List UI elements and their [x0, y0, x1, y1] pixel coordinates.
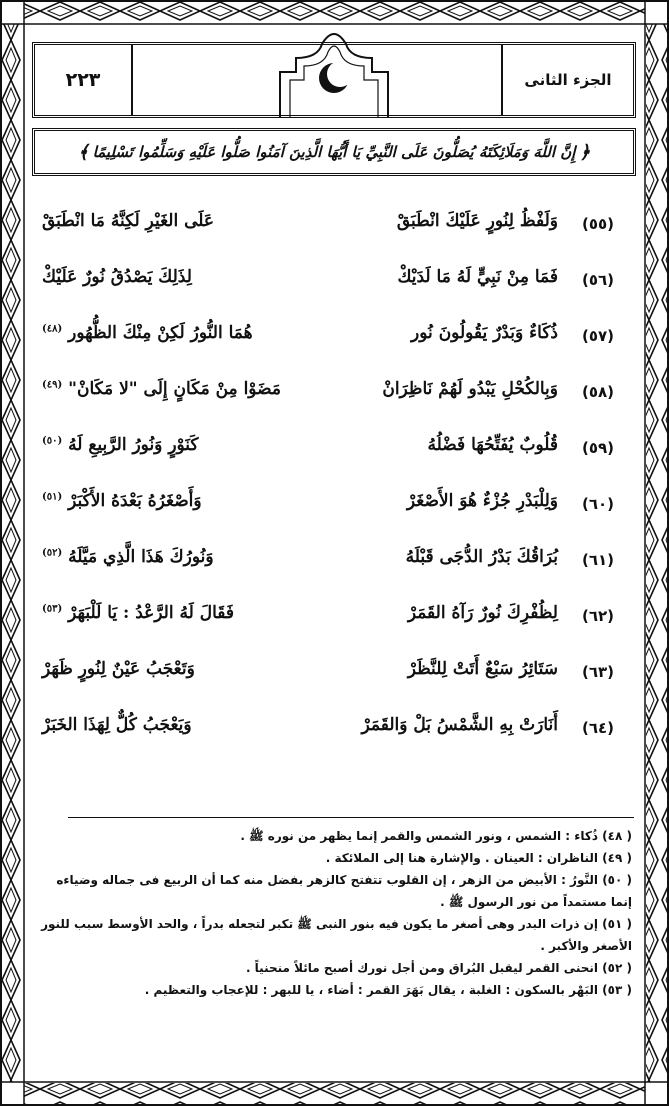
footnote-48: ( ٤٨) ذُكاء : الشمس ، ونور الشمس والقمر إنما يظهر من نوره ﷺ .	[240, 829, 632, 843]
footnote-53: ( ٥٣) البَهْر بالسكون : الغلبة ، يقال بَهَرَ القمر : أضاء ، يا للبهر : للإعجاب والتعظيم .	[144, 983, 632, 997]
footnote-ref: (٥٢)	[42, 547, 63, 559]
page-header	[32, 42, 636, 118]
line-number: (٦٣)	[581, 663, 615, 681]
hemistich-text: فَقَالَ لَهُ الرَّعْدُ : يَا لَلْبَهَرْ	[68, 603, 234, 623]
first-hemistich: قُلُوبٌ يُفَتِّحُهَا فَضْلُهُ	[427, 435, 558, 455]
first-hemistich: أَنَارَتْ بِهِ الشَّمْسُ بَلْ وَالقَمَرْ	[361, 715, 558, 735]
poem-line	[32, 205, 636, 245]
hemistich-text: مَضَوْا مِنْ مَكَانٍ إِلَى "لا مَكَانْ"	[68, 379, 281, 399]
verse-open-bracket: ﴿	[579, 141, 590, 163]
first-hemistich: وَلِلْبَدْرِ جُزْءٌ هُوَ الأَصْغَرْ	[406, 491, 558, 511]
first-hemistich: ذُكَاءٌ وَبَدْرٌ يَقُولُونَ نُور	[411, 323, 558, 343]
second-hemistich	[42, 715, 304, 735]
poem-line	[32, 597, 636, 637]
line-number: (٥٦)	[581, 271, 615, 289]
footnote-ref: (٥٣)	[42, 603, 63, 615]
footnote-51: ( ٥١) إن ذرات البدر وهى أصغر ما يكون فيه بنور النبى ﷺ تكبر لتجعله بدراً ، والحد الأوسط سبب للنور الأصغر والأكبر .	[41, 917, 632, 953]
second-hemistich	[42, 547, 304, 567]
hemistich-text: وَتَعْجَبُ عَيْنٌ لِنُورٍ ظَهَرْ	[42, 659, 195, 679]
hemistich-text: وَأَصْغَرُهُ بَعْدَهُ الأَكْبَرْ	[68, 491, 202, 511]
first-hemistich: فَمَا مِنْ نَبِيٍّ لَهُ مَا لَدَيْكْ	[397, 267, 558, 287]
footnote-49: ( ٤٩) الناظران : العينان . والإشارة هنا إلى الملائكة .	[325, 851, 632, 865]
line-number: (٥٧)	[581, 327, 615, 345]
line-number: (٦٤)	[581, 719, 615, 737]
footnote-ref: (٥٠)	[42, 435, 63, 447]
second-hemistich	[42, 435, 304, 455]
footnote-50: ( ٥٠) النَّورُ : الأبيض من الزهر ، إن القلوب تتفتح كالزهر بفضل منه كما أن الربيع فى جماله وضياءه إنما مستمداً من نور الرسول ﷺ .	[56, 873, 632, 909]
second-hemistich	[42, 323, 304, 343]
first-hemistich: بُرَاقُكَ بَدْرُ الدُّجَى قَبْلَهُ	[405, 547, 558, 567]
header-center	[131, 45, 503, 115]
first-hemistich: سَتَائِرُ سَبْعٌ أَتَتْ لِلنَّظَرْ	[407, 659, 558, 679]
quran-verse-text: إِنَّ اللَّهَ وَمَلَائِكَتَهُ يُصَلُّونَ عَلَى النَّبِيِّ يَا أَيُّهَا الَّذِينَ آمَنُوا صَلُّوا عَلَيْهِ وَسَلِّمُوا تَسْلِيمًا	[92, 143, 576, 161]
footnote-ref: (٥١)	[42, 491, 63, 503]
poem-line	[32, 653, 636, 693]
footnotes	[36, 825, 632, 1001]
first-hemistich: لِظُفْرِكَ نُورٌ رَآهُ القَمَرْ	[407, 603, 558, 623]
poem-line	[32, 373, 636, 413]
second-hemistich	[42, 603, 304, 623]
hemistich-text: عَلَى الغَيْرِ لَكِنَّهُ مَا انْطَبَقْ	[42, 211, 215, 231]
line-number: (٥٨)	[581, 383, 615, 401]
hemistich-text: لِذَلِكَ يَصْدُقُ نُورٌ عَلَيْكْ	[42, 267, 192, 287]
poem-line	[32, 317, 636, 357]
second-hemistich	[42, 211, 304, 231]
line-number: (٥٥)	[581, 215, 615, 233]
second-hemistich	[42, 659, 304, 679]
footnote-ref: (٤٩)	[42, 379, 63, 391]
footnote-divider	[68, 817, 634, 818]
poem-line	[32, 709, 636, 749]
poem-line	[32, 485, 636, 525]
hemistich-text: كَنَوْرٍ وَنُورُ الرَّبِيعِ لَهُ	[68, 435, 199, 455]
hemistich-text: وَنُورُكَ هَذَا الَّذِي مَيَّلَهُ	[68, 547, 214, 567]
first-hemistich: وَلَفْظُ لِنُورٍ عَلَيْكَ انْطَبَقْ	[396, 211, 558, 231]
line-number: (٦٠)	[581, 495, 615, 513]
part-title: الجزء الثانى	[501, 45, 633, 115]
verse-close-bracket: ﴾	[78, 141, 89, 163]
poem-line	[32, 261, 636, 301]
second-hemistich	[42, 267, 304, 287]
poem-line	[32, 429, 636, 469]
footnote-ref: (٤٨)	[42, 323, 63, 335]
page-number: ٢٢٣	[35, 45, 133, 115]
quran-verse-band	[32, 128, 636, 176]
second-hemistich	[42, 379, 304, 399]
line-number: (٦١)	[581, 551, 615, 569]
second-hemistich	[42, 491, 304, 511]
hemistich-text: وَيَعْجَبُ كُلٌّ لِهَذَا الخَبَرْ	[42, 715, 192, 735]
line-number: (٥٩)	[581, 439, 615, 457]
poem-line	[32, 541, 636, 581]
hemistich-text: هُمَا النُّورُ لَكِنْ مِنْكَ الظُّهُور	[68, 323, 253, 343]
first-hemistich: وَبِالكُحْلِ يَبْدُو لَهُمْ نَاظِرَانْ	[382, 379, 558, 399]
line-number: (٦٢)	[581, 607, 615, 625]
footnote-52: ( ٥٢) انحنى القمر ليقبل البُراق ومن أجل نورك أصبح مائلاً منحنياً .	[245, 961, 632, 975]
